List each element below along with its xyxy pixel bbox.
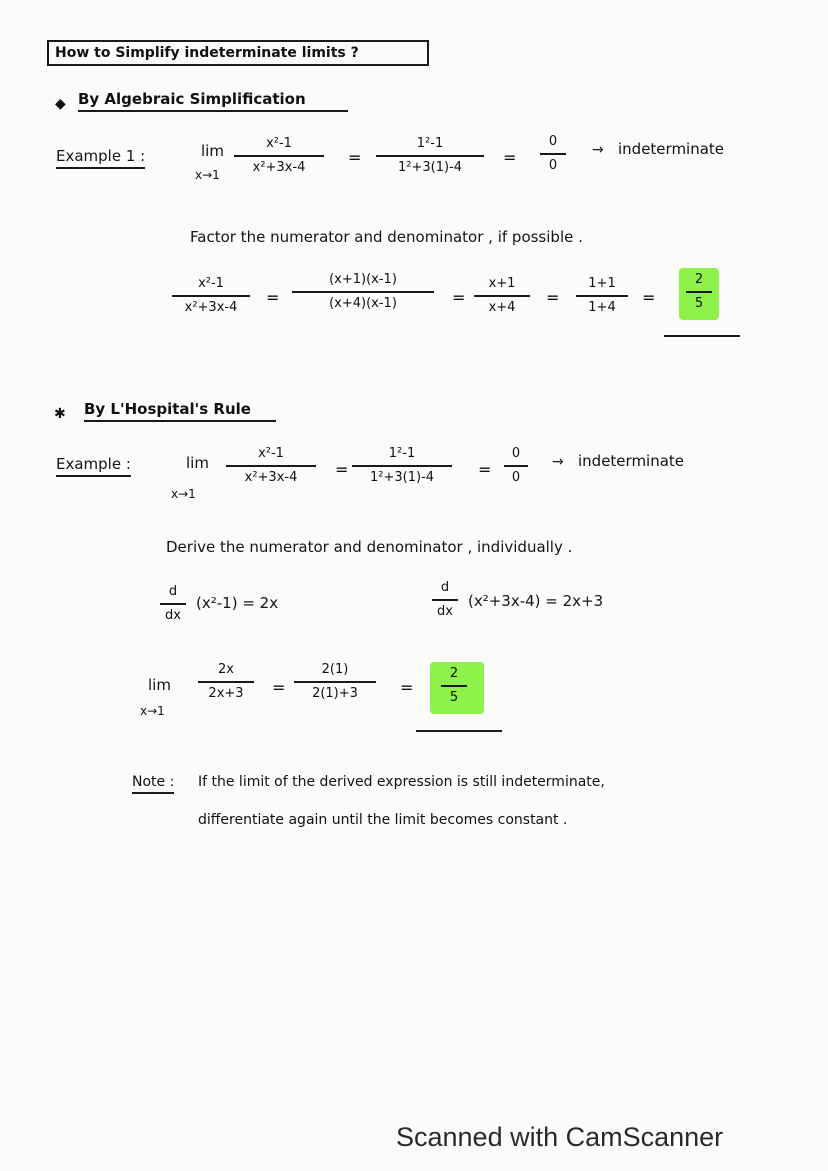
equals-sign: = — [348, 148, 362, 167]
fraction-bar — [441, 685, 467, 687]
note-label: Note : — [132, 774, 174, 794]
numerator: 2x — [218, 662, 234, 677]
lim-subscript: x→1 — [140, 704, 165, 718]
fraction-bar — [172, 295, 250, 297]
denominator: x²+3x-4 — [252, 159, 306, 175]
indeterminate-label: indeterminate — [578, 452, 685, 470]
derivative-denominator: (x²+3x-4) = 2x+3 — [468, 592, 604, 610]
numerator: x+1 — [488, 276, 516, 291]
note-line-1: If the limit of the derived expression is still indeterminate, — [198, 774, 605, 790]
lim-label: lim — [148, 676, 171, 694]
fraction-bar — [376, 155, 484, 157]
fraction-bar — [686, 291, 712, 293]
numerator: d — [168, 584, 178, 599]
denominator: 0 — [511, 469, 521, 485]
numerator: (x+1)(x-1) — [329, 272, 397, 287]
fraction-bar — [474, 295, 530, 297]
denominator: (x+4)(x-1) — [329, 295, 397, 311]
numerator: x²-1 — [258, 446, 284, 461]
denominator: dx — [437, 603, 453, 619]
numerator: 0 — [548, 134, 558, 149]
denominator: 2x+3 — [208, 685, 244, 701]
equals-sign: = — [400, 678, 414, 697]
numerator: 0 — [511, 446, 521, 461]
asterisk-icon: ✱ — [54, 406, 66, 422]
section2-heading: By L'Hospital's Rule — [84, 400, 276, 422]
numerator: d — [440, 580, 450, 595]
denominator: 0 — [548, 157, 558, 173]
lim-label: lim — [201, 142, 224, 160]
equals-sign: = — [335, 460, 349, 479]
fraction-bar — [576, 295, 628, 297]
numerator: 2(1) — [321, 662, 349, 677]
fraction-derived — [198, 662, 254, 702]
fraction-derived-sub — [294, 662, 376, 702]
fraction-f1 — [172, 276, 250, 316]
instruction-text: Derive the numerator and denominator , individually . — [166, 538, 573, 556]
equals-sign: = — [452, 288, 466, 307]
example2-label: Example : — [56, 455, 131, 477]
lim-label: lim — [186, 454, 209, 472]
numerator: 2 — [694, 272, 704, 287]
fraction-bar — [540, 153, 566, 155]
fraction-bar — [226, 465, 316, 467]
indeterminate-label: indeterminate — [618, 140, 725, 158]
denominator: 5 — [449, 689, 459, 705]
numerator: 2 — [449, 666, 459, 681]
equals-sign: = — [272, 678, 286, 697]
fraction-bar — [504, 465, 528, 467]
denominator: 2(1)+3 — [312, 685, 358, 701]
fraction-bar — [352, 465, 452, 467]
fraction-result — [441, 666, 467, 706]
answer-underline — [664, 335, 740, 337]
numerator: 1²-1 — [388, 446, 416, 461]
denominator: 5 — [694, 295, 704, 311]
derivative-numerator: (x²-1) = 2x — [196, 594, 279, 612]
lim-subscript: x→1 — [171, 487, 196, 501]
fraction-expr — [226, 446, 316, 486]
denominator: 1²+3(1)-4 — [397, 159, 463, 175]
example1-label: Example 1 : — [56, 147, 145, 169]
fraction-f2 — [292, 272, 434, 312]
denominator: x²+3x-4 — [244, 469, 298, 485]
fraction-expr — [234, 136, 324, 176]
denominator: 1²+3(1)-4 — [369, 469, 435, 485]
fraction-bar — [292, 291, 434, 293]
denominator: x²+3x-4 — [184, 299, 238, 315]
numerator: x²-1 — [198, 276, 224, 291]
fraction-bar — [198, 681, 254, 683]
fraction-zero — [540, 134, 566, 174]
denominator: dx — [165, 607, 181, 623]
fraction-result — [686, 272, 712, 312]
fraction-zero — [504, 446, 528, 486]
answer-underline — [416, 730, 502, 732]
note-line-2: differentiate again until the limit becomes constant . — [198, 812, 568, 828]
bullet-icon: ◆ — [55, 96, 66, 112]
fraction-substituted — [376, 136, 484, 176]
numerator: x²-1 — [266, 136, 292, 151]
page-title: How to Simplify indeterminate limits ? — [47, 40, 429, 66]
numerator: 1+1 — [588, 276, 616, 291]
denominator: 1+4 — [588, 299, 616, 315]
fraction-bar — [234, 155, 324, 157]
fraction-bar — [432, 599, 458, 601]
arrow-right-icon: → — [552, 454, 564, 470]
instruction-text: Factor the numerator and denominator , if possible . — [190, 228, 583, 246]
fraction-substituted — [352, 446, 452, 486]
fraction-f3 — [474, 276, 530, 316]
equals-sign: = — [503, 148, 517, 167]
derivative-operator — [432, 580, 458, 620]
fraction-bar — [160, 603, 186, 605]
fraction-bar — [294, 681, 376, 683]
equals-sign: = — [546, 288, 560, 307]
numerator: 1²-1 — [416, 136, 444, 151]
camscanner-watermark: Scanned with CamScanner — [396, 1122, 724, 1152]
equals-sign: = — [642, 288, 656, 307]
denominator: x+4 — [488, 299, 516, 315]
derivative-operator — [160, 584, 186, 624]
fraction-f4 — [576, 276, 628, 316]
equals-sign: = — [478, 460, 492, 479]
arrow-right-icon: → — [592, 142, 604, 158]
section1-heading: By Algebraic Simplification — [78, 90, 348, 112]
equals-sign: = — [266, 288, 280, 307]
lim-subscript: x→1 — [195, 168, 220, 182]
